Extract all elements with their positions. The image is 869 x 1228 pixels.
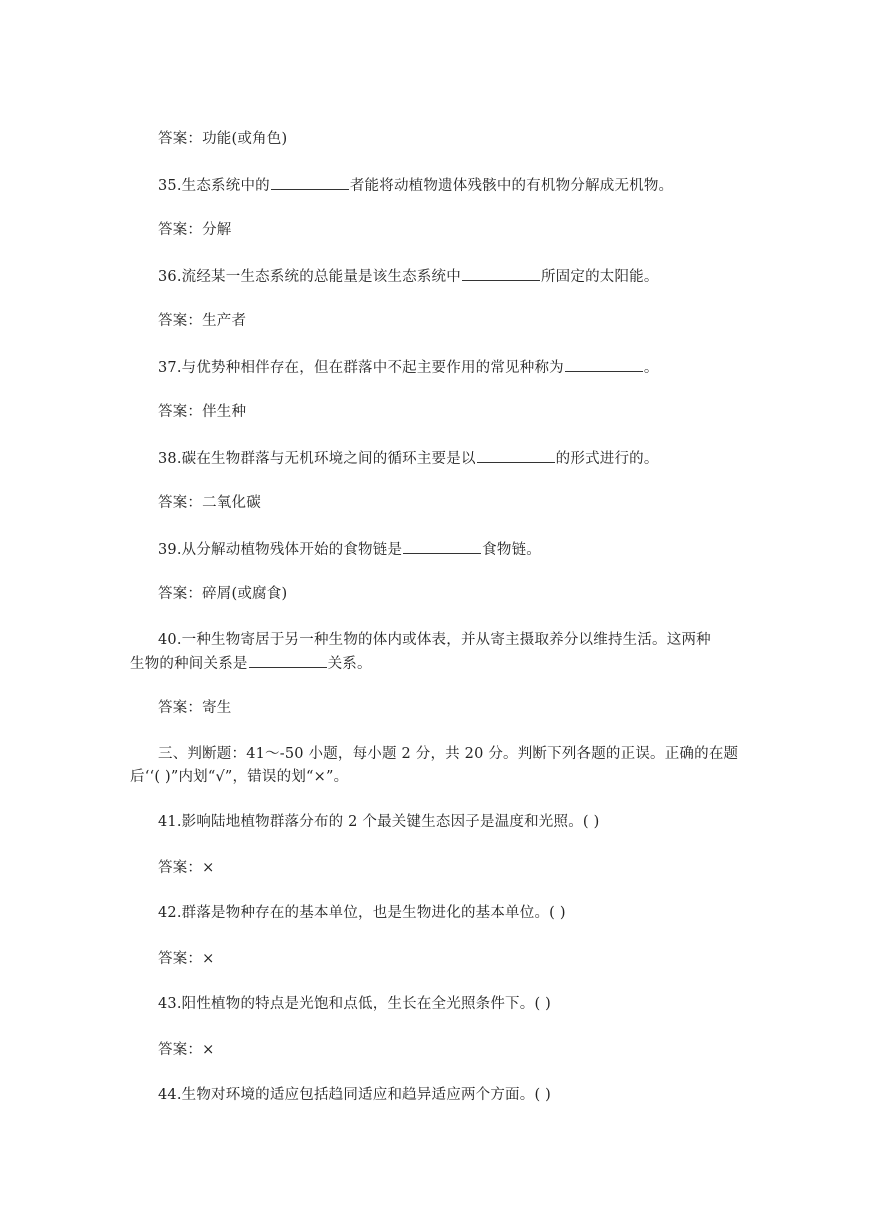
question-43: 43.阳性植物的特点是光饱和点低，生长在全光照条件下。( ): [158, 996, 551, 1012]
question-40-line2: 生物的种间关系是 关系。: [130, 653, 372, 674]
answer-41: 答案：×: [158, 860, 215, 876]
question-40-line1: 40.一种生物寄居于另一种生物的体内或体表，并从寄主摄取养分以维持生活。这两种: [158, 632, 711, 648]
fill-blank: [403, 539, 481, 554]
question-35: 35.生态系统中的 者能将动植物遗体残骸中的有机物分解成无机物。: [158, 175, 673, 196]
section-3-heading-line2: 后‘‘( )”内划“√”，错误的划“×”。: [130, 769, 349, 785]
fill-blank: [271, 175, 349, 190]
question-44: 44.生物对环境的适应包括趋同适应和趋异适应两个方面。( ): [158, 1087, 551, 1103]
answer-43: 答案：×: [158, 1042, 215, 1058]
answer-34: 答案：功能(或角色): [158, 131, 288, 147]
question-36: 36.流经某一生态系统的总能量是该生态系统中 所固定的太阳能。: [158, 266, 659, 287]
answer-37: 答案：伴生种: [158, 404, 247, 420]
question-42: 42.群落是物种存在的基本单位，也是生物进化的基本单位。( ): [158, 905, 566, 921]
answer-42: 答案：×: [158, 951, 215, 967]
answer-35: 答案：分解: [158, 222, 232, 238]
answer-36: 答案：生产者: [158, 313, 247, 329]
answer-38: 答案：二氧化碳: [158, 495, 261, 511]
answer-40: 答案：寄生: [158, 700, 232, 716]
question-37: 37.与优势种相伴存在，但在群落中不起主要作用的常见种称为 。: [158, 357, 659, 378]
fill-blank: [249, 653, 327, 668]
fill-blank: [462, 266, 540, 281]
question-41: 41.影响陆地植物群落分布的 2 个最关键生态因子是温度和光照。( ): [158, 814, 600, 830]
fill-blank: [477, 448, 555, 463]
question-39: 39.从分解动植物残体开始的食物链是 食物链。: [158, 539, 541, 560]
fill-blank: [565, 357, 643, 372]
answer-39: 答案：碎屑(或腐食): [158, 586, 288, 602]
question-38: 38.碳在生物群落与无机环境之间的循环主要是以 的形式进行的。: [158, 448, 659, 469]
section-3-heading-line1: 三、判断题：41～-50 小题，每小题 2 分，共 20 分。判断下列各题的正误。正确的在题: [158, 746, 739, 762]
